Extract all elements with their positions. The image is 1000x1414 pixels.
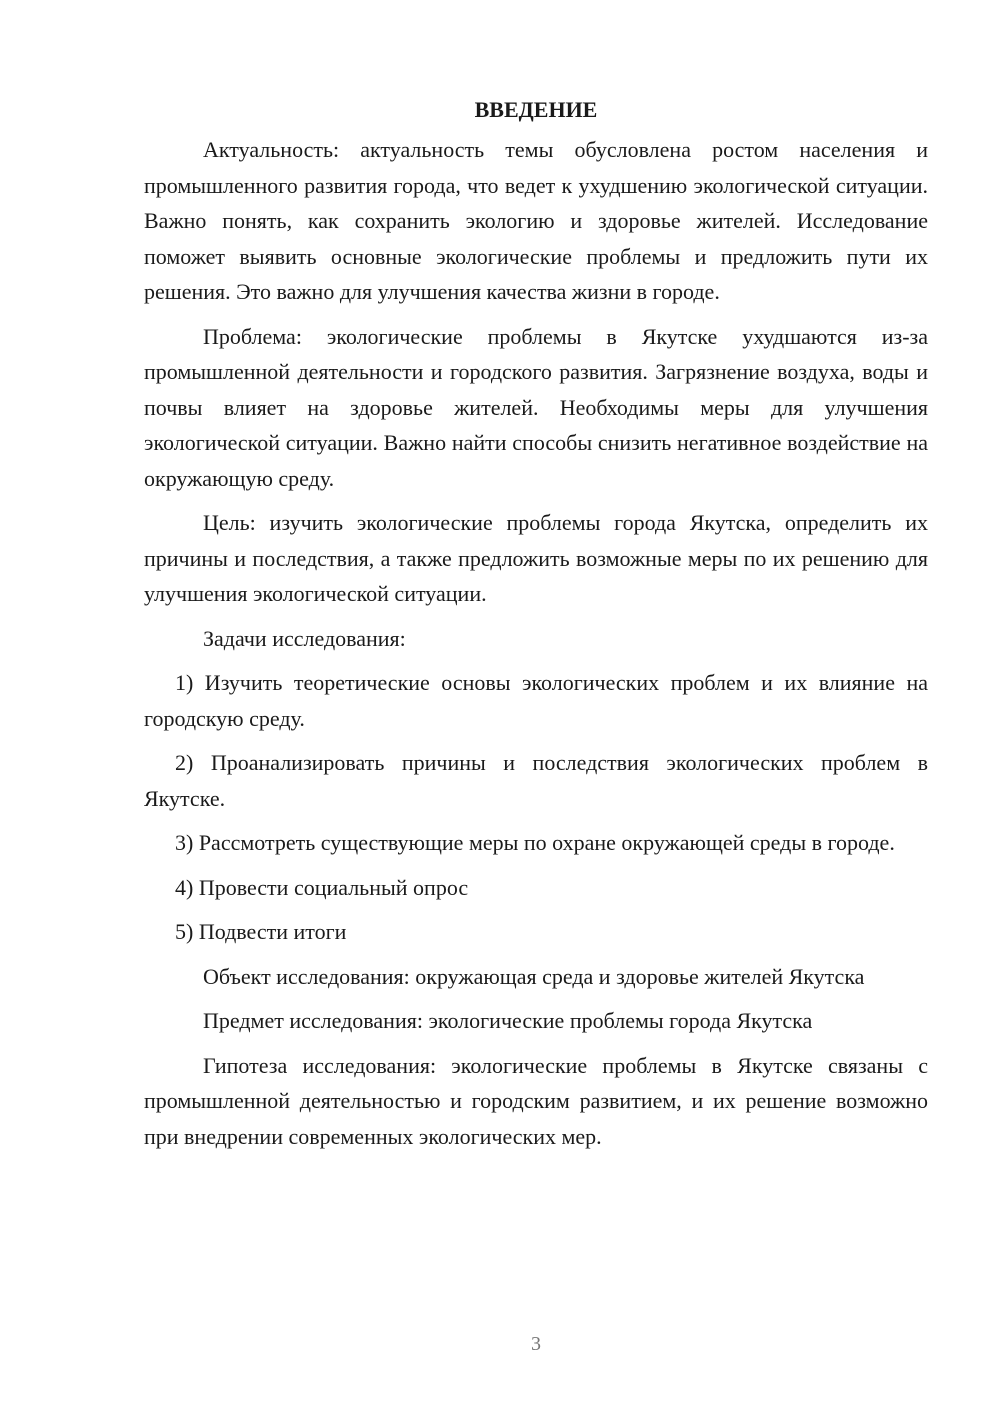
- task-item: 1) Изучить теоретические основы экологических проблем и их влияние на городскую среду.: [144, 670, 928, 731]
- task-item: 4) Провести социальный опрос: [175, 874, 469, 900]
- page-content: [144, 92, 928, 1163]
- problem-paragraph: Проблема: экологические проблемы в Якутске ухудшаются из-за промышленной деятельности и городского развития. Загрязнение воздуха, воды и почвы влияет на здоровье жителей. Необходимы меры для улучшения экологической ситуации. Важно найти способы снизить негативное воздействие на окружающую среду.: [144, 323, 928, 491]
- page-number: 3: [531, 1333, 541, 1355]
- hypothesis-paragraph: Гипотеза исследования: экологические проблемы в Якутске связаны с промышленной деятельностью и городским развитием, и их решение возможно при внедрении современных экологических мер.: [144, 1052, 928, 1149]
- goal-paragraph: Цель: изучить экологические проблемы города Якутска, определить их причины и последствия, а также предложить возможные меры по их решению для улучшения экологической ситуации.: [144, 510, 928, 606]
- subject-paragraph: Предмет исследования: экологические проблемы города Якутска: [203, 1008, 813, 1033]
- object-paragraph: Объект исследования: окружающая среда и здоровье жителей Якутска: [203, 963, 865, 989]
- task-item: 2) Проанализировать причины и последствия экологических проблем в Якутске.: [144, 750, 928, 811]
- task-item: 5) Подвести итоги: [175, 919, 347, 944]
- page-title: ВВЕДЕНИЕ: [474, 97, 598, 122]
- relevance-paragraph: Актуальность: актуальность темы обусловлена ростом населения и промышленного развития города, что ведет к ухудшению экологической ситуации. Важно понять, как сохранить экологию и здоровье жителей. Исследование поможет выявить основные экологические проблемы и предложить пути их решения. Это важно для улучшения качества жизни в городе.: [144, 137, 928, 304]
- tasks-heading: Задачи исследования:: [203, 625, 406, 651]
- task-item: 3) Рассмотреть существующие меры по охране окружающей среды в городе.: [175, 830, 895, 855]
